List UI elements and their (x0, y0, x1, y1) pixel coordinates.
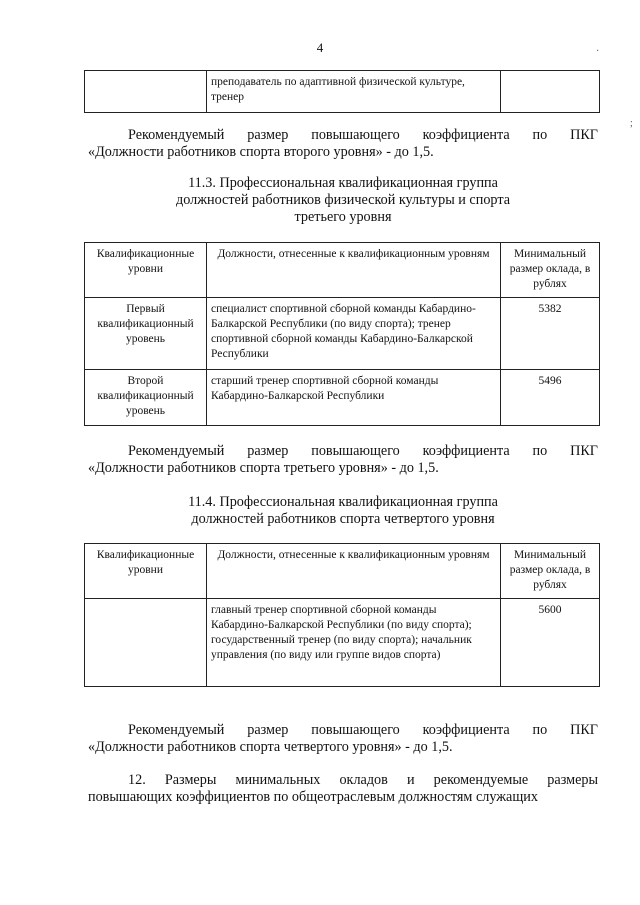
paragraph-line: Рекомендуемый размер повышающего коэффициента по ПКГ (128, 722, 598, 738)
header-levels: Квалификационные уровни (85, 544, 207, 599)
cell-positions: старший тренер спортивной сборной команды Кабардино-Балкарской Республики (207, 370, 501, 426)
title-line: 11.4. Профессиональная квалификационная группа (188, 494, 498, 510)
paragraph-pkg2 (88, 127, 598, 161)
table-row (85, 71, 600, 113)
cell-level: Первый квалификационный уровень (85, 298, 207, 370)
title-line: 11.3. Профессиональная квалификационная группа (188, 175, 498, 191)
title-line: должностей работников физической культуры и спорта (175, 192, 510, 208)
paragraph-pkg3 (88, 443, 598, 477)
cell-positions: преподаватель по адаптивной физической культуре, тренер (207, 71, 501, 113)
table-row (85, 599, 600, 687)
paragraph-line: 12. Размеры минимальных окладов и рекомендуемые размеры (128, 772, 598, 788)
paragraph-item-12 (88, 772, 598, 806)
table-header-row (85, 243, 600, 298)
paragraph-line: повышающих коэффициентов по общеотраслевым должностям служащих (88, 789, 538, 805)
table-row (85, 298, 600, 370)
paragraph-line: Рекомендуемый размер повышающего коэффициента по ПКГ (128, 127, 598, 143)
paragraph-pkg4 (88, 722, 598, 756)
scan-mark: ; (630, 118, 633, 129)
table-11-3 (84, 242, 600, 426)
cell-level: Второй квалификационный уровень (85, 370, 207, 426)
table-header-row (85, 544, 600, 599)
scan-mark: · (596, 46, 600, 57)
header-positions: Должности, отнесенные к квалификационным уровням (207, 544, 501, 599)
section-title-11-3 (88, 175, 598, 226)
title-line: должностей работников спорта четвертого уровня (191, 511, 495, 527)
header-levels: Квалификационные уровни (85, 243, 207, 298)
cell-positions: специалист спортивной сборной команды Кабардино-Балкарской Республики (по виду спорта); тренер спортивной сборной команды Кабардино-Балкарской Республики (207, 298, 501, 370)
cell-salary (501, 71, 600, 113)
header-salary: Минимальный размер оклада, в рублях (501, 544, 600, 599)
paragraph-line: «Должности работников спорта второго уровня» - до 1,5. (88, 144, 434, 160)
title-line: третьего уровня (294, 209, 392, 225)
paragraph-line: «Должности работников спорта третьего уровня» - до 1,5. (88, 460, 439, 476)
cell-positions: главный тренер спортивной сборной команды Кабардино-Балкарской Республики (по виду спорта); государственный тренер (по виду спорта); начальник управления (по виду или группе видов спорта) (207, 599, 501, 687)
header-salary: Минимальный размер оклада, в рублях (501, 243, 600, 298)
paragraph-line: «Должности работников спорта четвертого уровня» - до 1,5. (88, 739, 453, 755)
cell-salary: 5382 (501, 298, 600, 370)
table-row (85, 370, 600, 426)
page-number: 4 (316, 40, 324, 55)
cell-level (85, 71, 207, 113)
header-positions: Должности, отнесенные к квалификационным уровням (207, 243, 501, 298)
section-title-11-4 (88, 494, 598, 528)
table-continued (84, 70, 600, 113)
cell-salary: 5600 (501, 599, 600, 687)
cell-salary: 5496 (501, 370, 600, 426)
paragraph-line: Рекомендуемый размер повышающего коэффициента по ПКГ (128, 443, 598, 459)
cell-level (85, 599, 207, 687)
table-11-4 (84, 543, 600, 687)
